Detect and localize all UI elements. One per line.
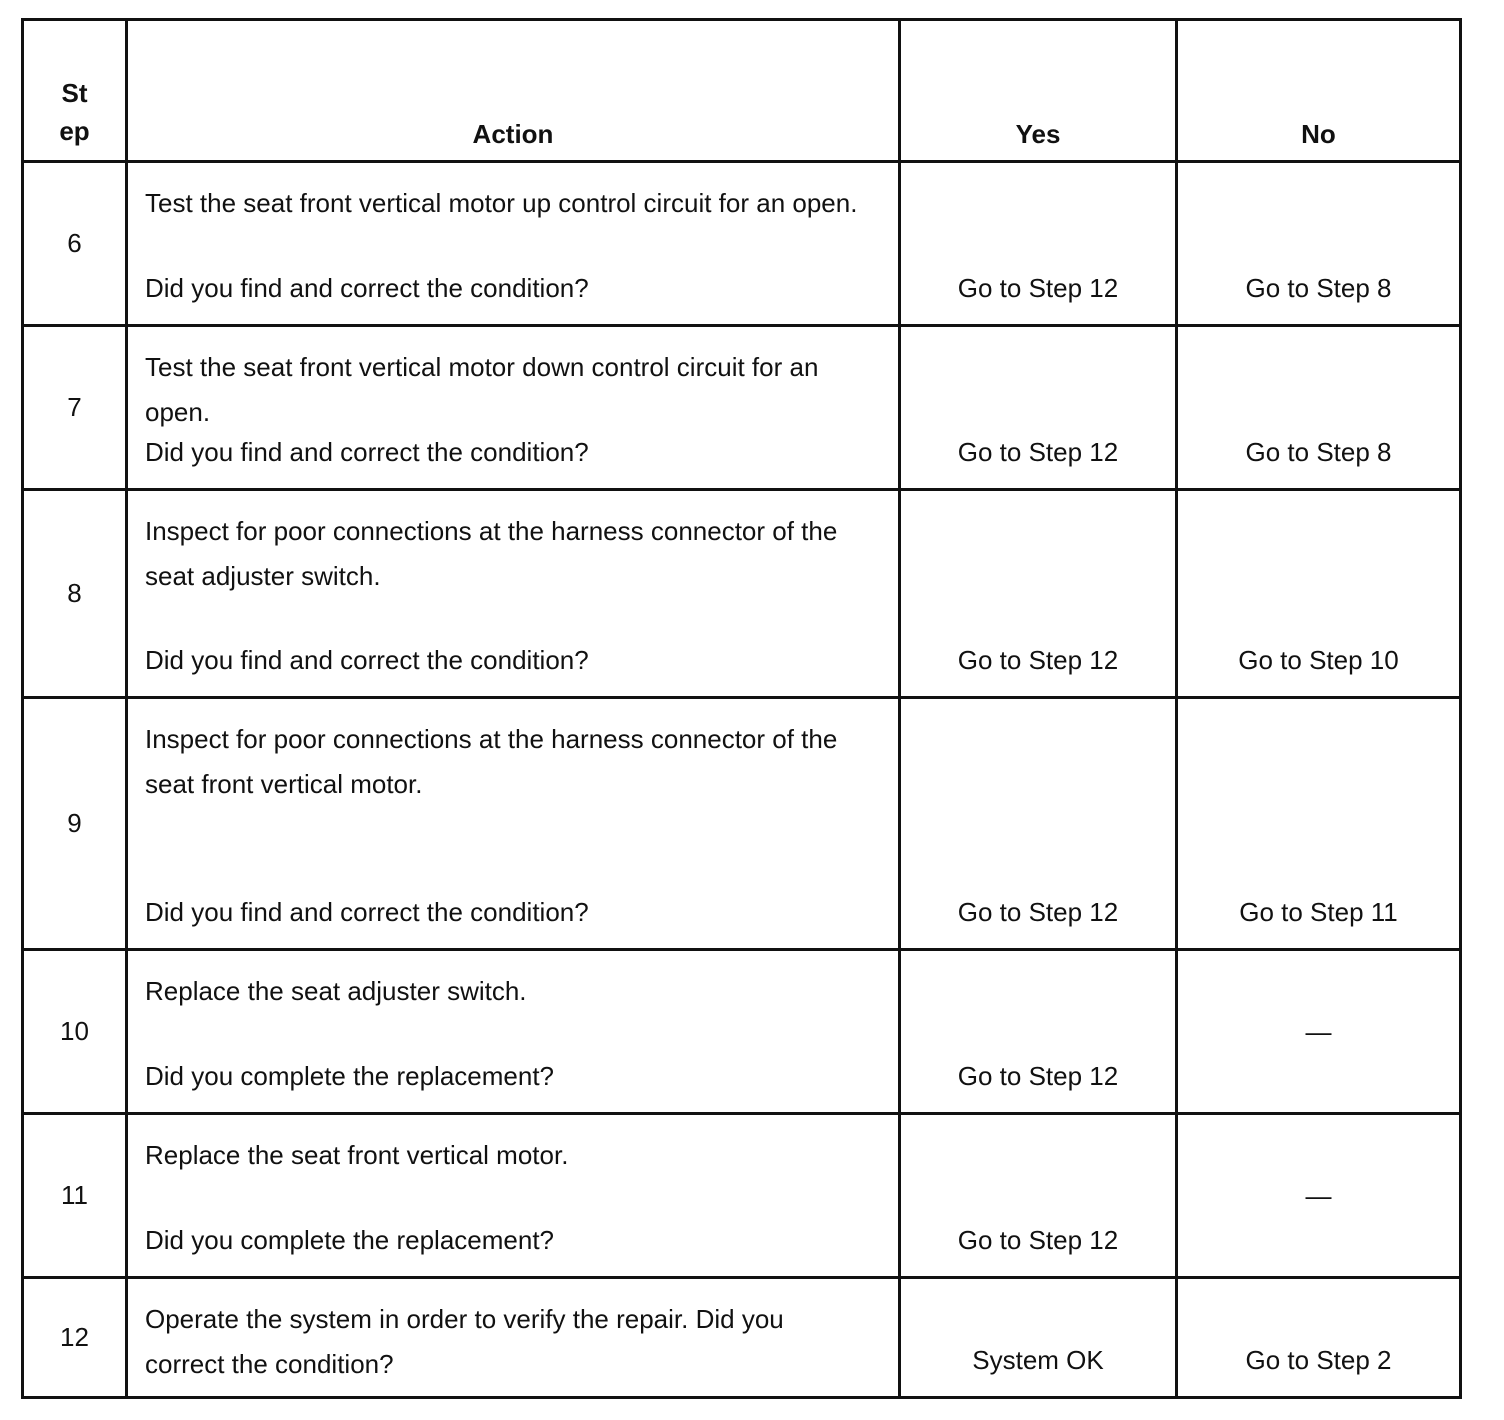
step-number: 8 bbox=[23, 490, 127, 698]
step-number: 9 bbox=[23, 698, 127, 950]
step-number: 12 bbox=[23, 1278, 127, 1398]
diagnostic-table bbox=[21, 18, 1462, 1399]
action-instruction: Test the seat front vertical motor down control circuit for an open. bbox=[145, 352, 819, 427]
table-row bbox=[23, 1114, 1461, 1278]
yes-cell bbox=[900, 490, 1177, 698]
no-cell bbox=[1177, 698, 1461, 950]
action-cell bbox=[127, 698, 900, 950]
yes-cell bbox=[900, 326, 1177, 490]
table-row bbox=[23, 490, 1461, 698]
yes-cell bbox=[900, 1278, 1177, 1398]
action-cell bbox=[127, 326, 900, 490]
action-instruction: Test the seat front vertical motor up control circuit for an open. bbox=[145, 188, 858, 218]
step-number: 11 bbox=[23, 1114, 127, 1278]
action-cell bbox=[127, 162, 900, 326]
no-cell bbox=[1177, 490, 1461, 698]
no-cell bbox=[1177, 950, 1461, 1114]
header-step-line1: St bbox=[61, 78, 88, 108]
header-step bbox=[23, 20, 127, 162]
action-question: Did you complete the replacement? bbox=[145, 1225, 555, 1255]
step-number: 6 bbox=[23, 162, 127, 326]
header-no: No bbox=[1177, 20, 1461, 162]
no-result: Go to Step 2 bbox=[1245, 1345, 1392, 1375]
table-row bbox=[23, 326, 1461, 490]
action-cell bbox=[127, 1114, 900, 1278]
action-question: Did you find and correct the condition? bbox=[145, 437, 589, 467]
table-row bbox=[23, 1278, 1461, 1398]
no-result: — bbox=[1305, 1016, 1332, 1046]
yes-result: Go to Step 12 bbox=[957, 273, 1119, 303]
action-cell bbox=[127, 950, 900, 1114]
no-cell bbox=[1177, 162, 1461, 326]
action-cell bbox=[127, 1278, 900, 1398]
no-result: Go to Step 10 bbox=[1238, 645, 1399, 675]
no-cell bbox=[1177, 1278, 1461, 1398]
yes-result: Go to Step 12 bbox=[957, 897, 1119, 927]
no-cell bbox=[1177, 1114, 1461, 1278]
no-result: Go to Step 11 bbox=[1239, 897, 1398, 927]
action-question: Did you find and correct the condition? bbox=[145, 273, 589, 303]
step-number: 7 bbox=[23, 326, 127, 490]
diagnostic-table-container bbox=[21, 18, 1459, 1399]
yes-cell bbox=[900, 1114, 1177, 1278]
table-row bbox=[23, 698, 1461, 950]
step-number: 10 bbox=[23, 950, 127, 1114]
yes-result: Go to Step 12 bbox=[957, 437, 1119, 467]
header-step-line2: ep bbox=[59, 116, 90, 146]
header-action: Action bbox=[127, 20, 900, 162]
yes-cell bbox=[900, 698, 1177, 950]
yes-result: System OK bbox=[972, 1345, 1104, 1375]
action-instruction: Operate the system in order to verify the repair. Did you correct the condition? bbox=[145, 1304, 784, 1379]
header-yes: Yes bbox=[900, 20, 1177, 162]
action-cell bbox=[127, 490, 900, 698]
no-result: Go to Step 8 bbox=[1245, 273, 1392, 303]
yes-result: Go to Step 12 bbox=[957, 645, 1119, 675]
yes-result: Go to Step 12 bbox=[957, 1225, 1119, 1255]
action-instruction: Replace the seat adjuster switch. bbox=[145, 976, 527, 1006]
action-question: Did you complete the replacement? bbox=[145, 1061, 555, 1091]
action-instruction: Replace the seat front vertical motor. bbox=[145, 1140, 569, 1170]
action-question: Did you find and correct the condition? bbox=[145, 645, 589, 675]
no-result: Go to Step 8 bbox=[1245, 437, 1392, 467]
no-result: — bbox=[1305, 1180, 1332, 1210]
table-row bbox=[23, 950, 1461, 1114]
yes-cell bbox=[900, 162, 1177, 326]
header-row bbox=[23, 20, 1461, 162]
table-row bbox=[23, 162, 1461, 326]
yes-result: Go to Step 12 bbox=[957, 1061, 1119, 1091]
action-instruction: Inspect for poor connections at the harness connector of the seat front vertical motor. bbox=[145, 724, 838, 799]
action-question: Did you find and correct the condition? bbox=[145, 897, 589, 927]
action-instruction: Inspect for poor connections at the harness connector of the seat adjuster switch. bbox=[145, 516, 838, 591]
no-cell bbox=[1177, 326, 1461, 490]
yes-cell bbox=[900, 950, 1177, 1114]
